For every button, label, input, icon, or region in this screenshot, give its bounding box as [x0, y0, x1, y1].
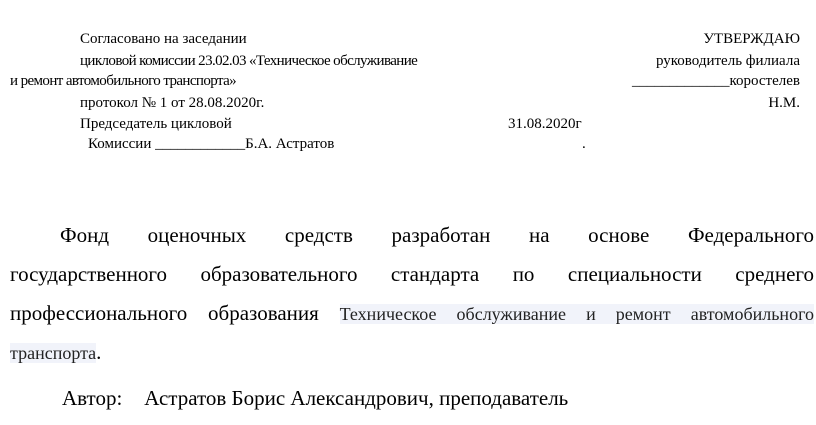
agreed-line5: Председатель цикловой [80, 116, 232, 132]
agreed-line6: Комиссии ____________Б.А. Астратов [88, 136, 335, 152]
agreed-line4: протокол № 1 от 28.08.2020г. [80, 95, 265, 111]
approved-line3: _____________коростелев [632, 73, 800, 89]
approved-line4: Н.М. [768, 95, 800, 111]
body-line4 [10, 333, 814, 372]
body-line3-highlight: Техническое обслуживание и ремонт автомобильного [339, 304, 814, 324]
agreed-line3: и ремонт автомобильного транспорта» [10, 73, 237, 89]
body-line2: государственного образовательного стандарта по специальности среднего [10, 262, 814, 286]
approved-line1: УТВЕРЖДАЮ [703, 31, 800, 47]
body-line1: Фонд оценочных средств разработан на основе Федерального [60, 223, 814, 247]
approved-date: 31.08.2020г [508, 116, 582, 132]
agreed-line2: цикловой комиссии 23.02.03 «Техническое обслуживание [80, 53, 418, 69]
author-line [62, 384, 568, 412]
body-line3-text: профессионального образования [10, 301, 319, 325]
author-name: Астратов Борис Александрович, преподаватель [144, 386, 569, 410]
agreed-line1: Согласовано на заседании [80, 31, 247, 47]
author-label: Автор: [62, 386, 123, 410]
body-paragraph [10, 216, 814, 372]
body-line4-end: . [96, 340, 102, 364]
body-line4-highlight: транспорта [10, 343, 97, 363]
approved-line2: руководитель филиала [655, 53, 800, 69]
approved-dot: . [582, 136, 586, 152]
body-line3 [10, 294, 814, 333]
